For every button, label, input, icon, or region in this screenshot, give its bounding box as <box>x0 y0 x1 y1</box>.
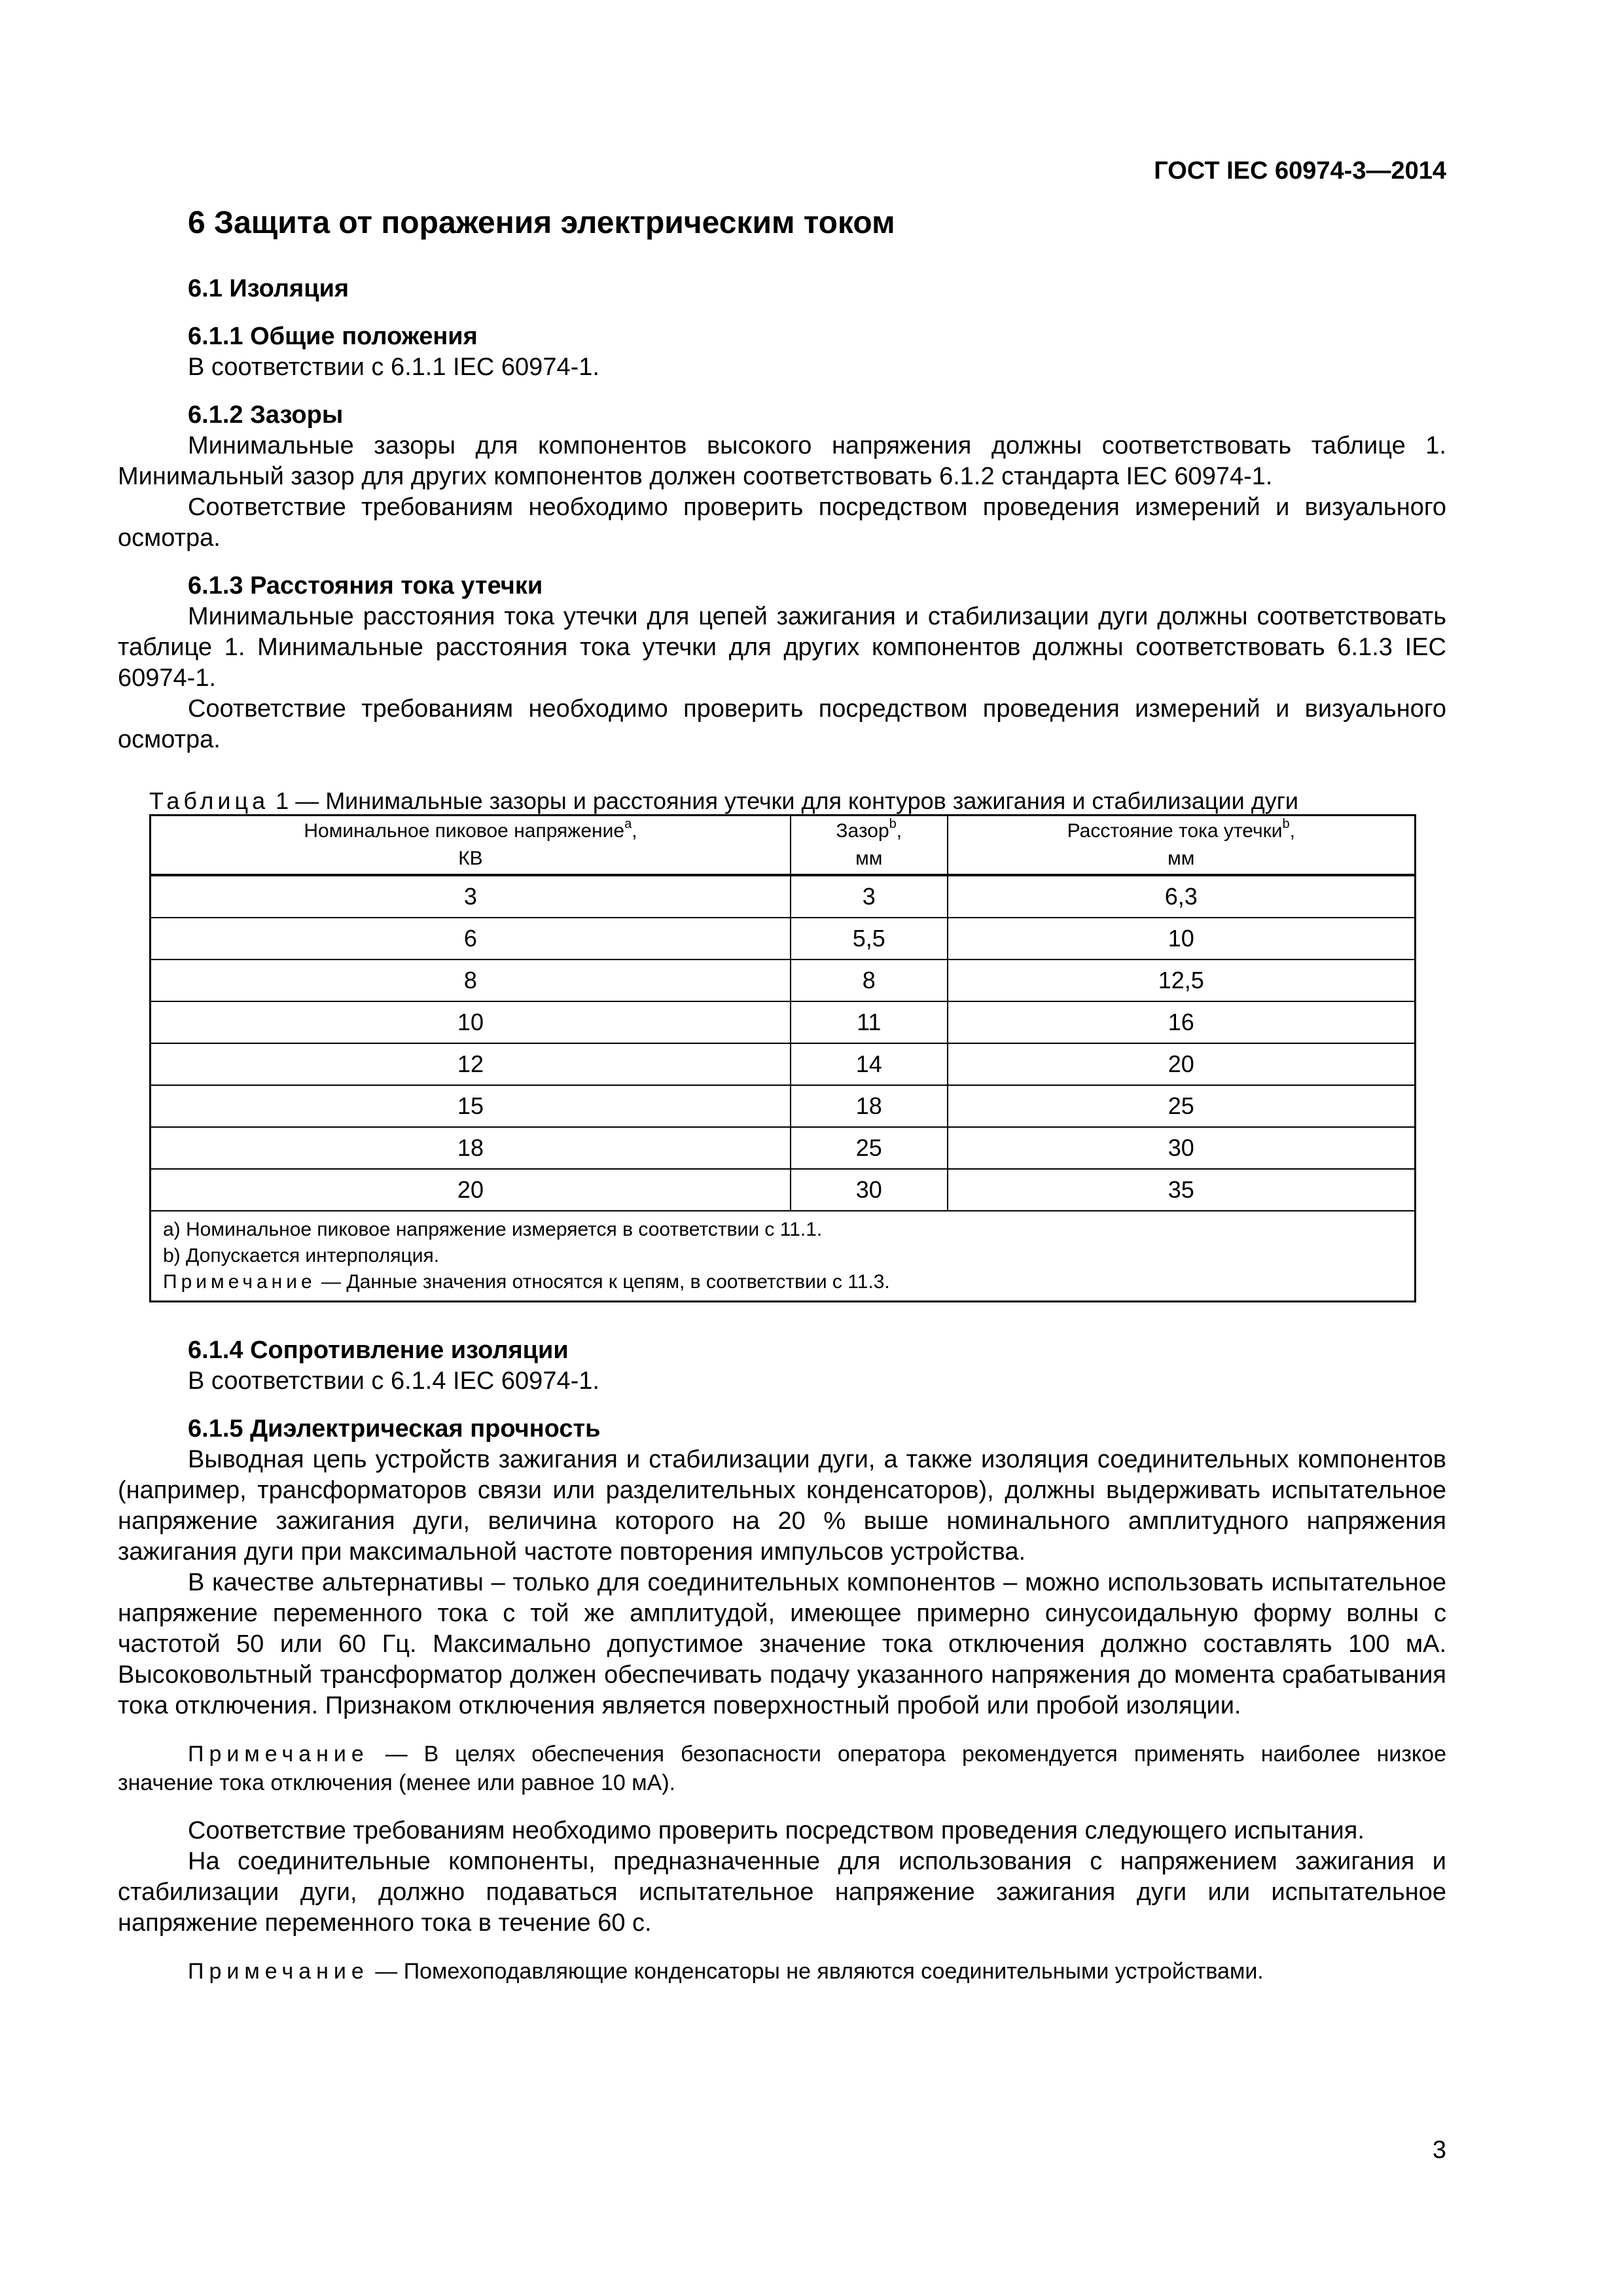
paragraph-6-1-3-b: Соответствие требованиям необходимо проверить посредством проведения измерений и визуального осмотра. <box>118 695 1446 753</box>
heading-6-1-1: 6.1.1 Общие положения <box>188 323 478 350</box>
paragraph-6-1-4: В соответствии с 6.1.4 IEC 60974-1. <box>188 1367 599 1395</box>
heading-6-1: 6.1 Изоляция <box>188 275 349 302</box>
table-row: 8 8 12,5 <box>151 960 1416 1001</box>
table-note: Примечание — Данные значения относятся к цепям, в соответствии с 11.3. <box>163 1271 890 1293</box>
table-notes-row <box>151 1211 1416 1302</box>
table-row: 18 25 30 <box>151 1127 1416 1169</box>
paragraph-6-1-5-b: В качестве альтернативы – только для соединительных компонентов – можно использовать испытательное напряжение переменного тока с той же амплитудой, имеющее примерно синусоидальную форму волны с частотой 50 или 60 Гц. Максимально допустимое значение тока отключения должно составлять 100 мА. Высоковольтный трансформатор должен обеспечивать подачу указанного напряжения до момента срабатывания тока отключения. Признаком отключения является поверхностный пробой или пробой изоляции. <box>118 1569 1446 1719</box>
table-footnote-a: a) Номинальное пиковое напряжение измеряется в соответствии с 11.1. <box>163 1219 823 1240</box>
table-row: 20 30 35 <box>151 1169 1416 1211</box>
table-1 <box>149 814 1416 1302</box>
table-caption-label: Таблица <box>149 787 270 814</box>
table-1-caption <box>149 788 1446 814</box>
table-row: 10 11 16 <box>151 1001 1416 1043</box>
page-number: 3 <box>1432 2136 1446 2164</box>
table-header-row <box>151 816 1416 876</box>
section-title: 6 Защита от поражения электрическим током <box>188 206 895 240</box>
table-notes <box>151 1211 1416 1302</box>
table-footnote-b: b) Допускается интерполяция. <box>163 1245 440 1266</box>
document-page <box>118 0 1446 2296</box>
paragraph-6-1-1: В соответствии с 6.1.1 IEC 60974-1. <box>188 353 599 381</box>
paragraph-6-1-2-b: Соответствие требованиям необходимо проверить посредством проведения измерений и визуального осмотра. <box>118 493 1446 552</box>
document-id-header: ГОСТ IEC 60974-3—2014 <box>1154 157 1446 185</box>
table-header-creepage: Расстояние тока утечки$^b$, мм <box>948 816 1416 876</box>
table-header-clearance: Зазор$^b$, мм <box>791 816 948 876</box>
paragraph-6-1-3-a: Минимальные расстояния тока утечки для цепей зажигания и стабилизации дуги должны соответствовать таблице 1. Минимальные расстояния тока утечки для других компонентов должны соответствовать 6.1.3 IEC 60974-1. <box>118 603 1446 692</box>
table-caption-text: 1 — Минимальные зазоры и расстояния утечки для контуров зажигания и стабилизации дуги <box>276 787 1298 814</box>
paragraph-6-1-5-c: Соответствие требованиям необходимо проверить посредством проведения следующего испытания. <box>188 1817 1364 1844</box>
paragraph-6-1-5-d: На соединительные компоненты, предназначенные для использования с напряжением зажигания и стабилизации дуги, должно подаваться испытательное напряжение зажигания дуги или испытательное напряжение переменного тока в течение 60 с. <box>118 1848 1446 1937</box>
table-row: 15 18 25 <box>151 1085 1416 1127</box>
heading-6-1-2: 6.1.2 Зазоры <box>188 401 344 429</box>
paragraph-6-1-2-a: Минимальные зазоры для компонентов высокого напряжения должны соответствовать таблице 1. Минимальный зазор для других компонентов должен соответствовать 6.1.2 стандарта IEC 60974-1. <box>118 432 1446 490</box>
document-body <box>118 274 1446 1986</box>
note-6-1-5-a: Примечание — В целях обеспечения безопасности оператора рекомендуется применять наиболее низкое значение тока отключения (менее или равное 10 мА). <box>118 1742 1446 1795</box>
heading-6-1-5: 6.1.5 Диэлектрическая прочность <box>188 1415 601 1443</box>
table-row: 3 3 6,3 <box>151 875 1416 918</box>
table-header-voltage: Номинальное пиковое напряжение$^a$, КВ <box>151 816 791 876</box>
paragraph-6-1-5-a: Выводная цепь устройств зажигания и стабилизации дуги, а также изоляция соединительных компонентов (например, трансформаторов связи или разделительных конденсаторов), должны выдерживать испытательное напряжение зажигания дуги, величина которого на 20 % выше номинального амплитудного напряжения зажигания дуги при максимальной частоте повторения импульсов устройства. <box>118 1446 1446 1566</box>
table-row: 12 14 20 <box>151 1043 1416 1085</box>
table-row: 6 5,5 10 <box>151 918 1416 960</box>
note-6-1-5-b: Примечание — Помехоподавляющие конденсаторы не являются соединительными устройствами. <box>188 1959 1264 1984</box>
heading-6-1-4: 6.1.4 Сопротивление изоляции <box>188 1336 569 1364</box>
heading-6-1-3: 6.1.3 Расстояния тока утечки <box>188 572 543 600</box>
